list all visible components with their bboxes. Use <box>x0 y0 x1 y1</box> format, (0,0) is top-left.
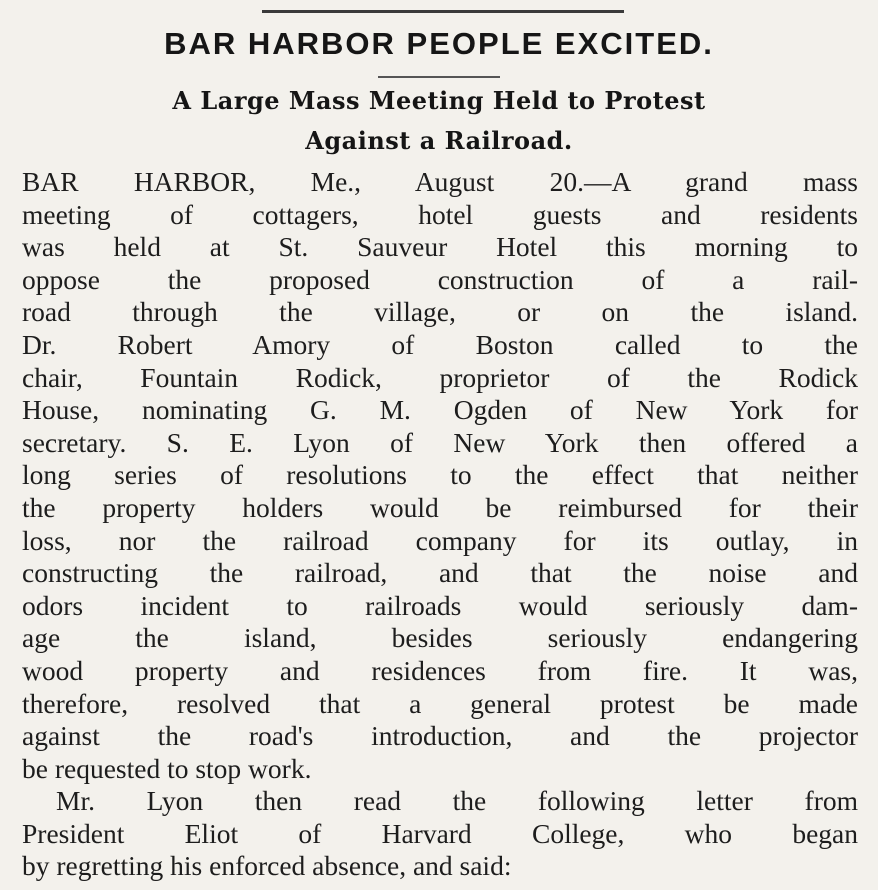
subheadline-line-1: A Large Mass Meeting Held to Protest <box>172 86 706 115</box>
body-line: loss, nor the railroad company for its outlay, in <box>22 524 858 556</box>
body-line: long series of resolutions to the effect that neither <box>22 459 858 491</box>
body-line: odors incident to railroads would seriously dam- <box>22 589 858 621</box>
headline-rule <box>378 76 500 78</box>
body-line: Dr. Robert Amory of Boston called to the <box>22 328 858 360</box>
body-line: President Eliot of Harvard College, who began <box>22 817 858 849</box>
body-line: therefore, resolved that a general protest be made <box>22 687 858 719</box>
body-line: the property holders would be reimbursed for their <box>22 491 858 523</box>
body-line: oppose the proposed construction of a rail- <box>22 263 858 295</box>
subheadline-line-2: Against a Railroad. <box>305 126 573 155</box>
body-line: by regretting his enforced absence, and said: <box>22 850 512 882</box>
headline: BAR HARBOR PEOPLE EXCITED. <box>164 26 714 61</box>
body-line: constructing the railroad, and that the noise and <box>22 557 858 589</box>
body-line: road through the village, or on the island. <box>22 296 858 328</box>
body-line: Mr. Lyon then read the following letter from <box>56 785 858 817</box>
body-line: age the island, besides seriously endangering <box>22 622 858 654</box>
body-line: be requested to stop work. <box>22 752 312 784</box>
body-line: was held at St. Sauveur Hotel this morning to <box>22 231 858 263</box>
body-line: secretary. S. E. Lyon of New York then offered a <box>22 426 858 458</box>
body-line: against the road's introduction, and the projector <box>22 720 858 752</box>
body-line: chair, Fountain Rodick, proprietor of the Rodick <box>22 361 858 393</box>
article-body <box>22 166 858 883</box>
top-rule <box>262 10 624 13</box>
body-line: BAR HARBOR, Me., August 20.—A grand mass <box>22 166 858 197</box>
body-line: meeting of cottagers, hotel guests and residents <box>22 198 858 230</box>
body-line: wood property and residences from fire. It was, <box>22 654 858 686</box>
body-line: House, nominating G. M. Ogden of New York for <box>22 394 858 426</box>
